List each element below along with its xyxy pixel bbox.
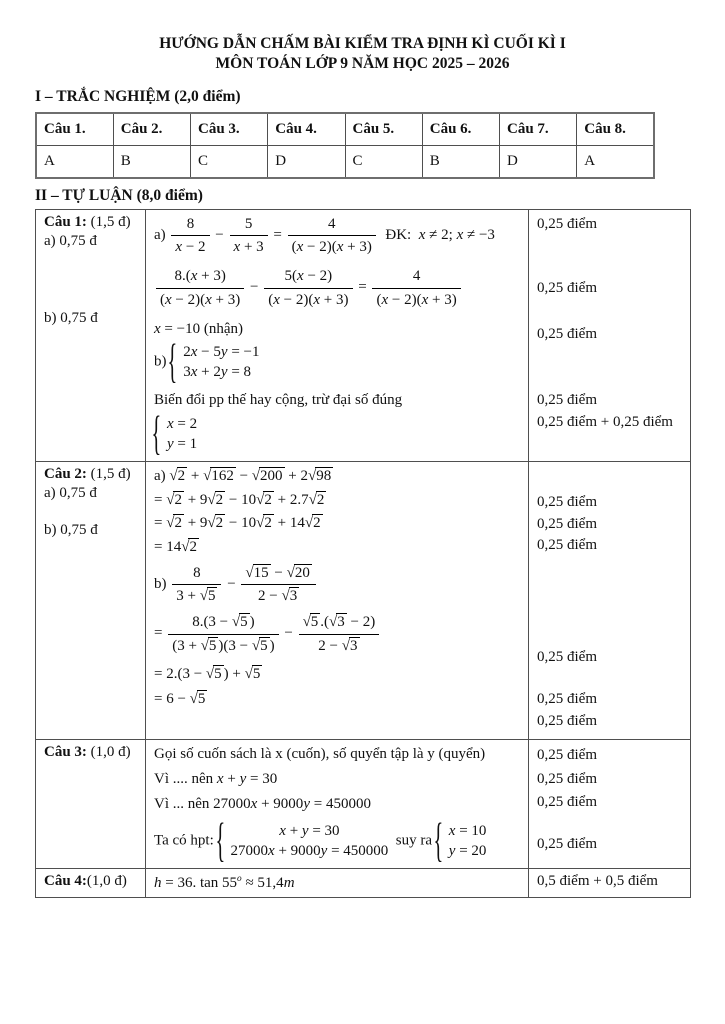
solution-line: Vì ... nên 27000x + 9000y = 450000 — [154, 796, 371, 813]
question-label-cell: Câu 2: (1,5 đ) a) 0,75 đ b) 0,75 đ — [36, 461, 146, 739]
page-title: HƯỚNG DẪN CHẤM BÀI KIỂM TRA ĐỊNH KÌ CUỐI KÌ I — [159, 35, 566, 52]
points-cell — [529, 461, 691, 739]
solution-line: = √2 + 9√2 − 10√2 + 14√2 — [154, 515, 321, 532]
score-label: 0,25 điểm — [537, 648, 597, 665]
table-row-cau1 — [36, 209, 691, 461]
question-label-cell: Câu 3: (1,0 đ) — [36, 739, 146, 868]
solution-line: b) { 2x − 5y = −1 3x + 2y = 8 — [154, 342, 520, 383]
score-label: 0,25 điểm — [537, 325, 597, 342]
solution-line: a) √2 + √162 − √200 + 2√98 — [154, 467, 332, 484]
solution-line: = 6 − √5 — [154, 691, 206, 708]
solutions-table — [35, 209, 691, 898]
answer-header-row — [36, 113, 654, 146]
solution-line: = 14√2 — [154, 538, 197, 555]
table-row-cau2 — [36, 461, 691, 739]
question-label-cell: Câu 4:(1,0 đ) — [36, 868, 146, 897]
solution-line: Biến đổi pp thế hay cộng, trừ đại số đúng — [154, 391, 403, 408]
sub-point-label: a) 0,75 đ — [44, 232, 97, 249]
answer-cell: A — [577, 145, 654, 178]
score-label: 0,25 điểm — [537, 690, 597, 707]
solution-line: Gọi số cuốn sách là x (cuốn), số quyển tập là y (quyển) — [154, 745, 486, 762]
answer-cell: C — [345, 145, 422, 178]
solution-line: h = 36. $\tan 55^o \approx 51,4m$ — [154, 873, 295, 891]
answer-cell: C — [191, 145, 268, 178]
solution-line: = 2.(3 − √5 ) + √5 — [154, 665, 261, 682]
score-label: 0,25 điểm — [537, 746, 597, 763]
answer-header-cell: Câu 7. — [500, 113, 577, 146]
solution-line: a) $\frac{8}{x - 2}$ − $\frac{5}{x + 3}$ = $\frac{4}{(x - 2)(x + 3)}$ ĐK: x ≠ 2; x ≠ −3 — [154, 215, 495, 256]
solution-line: $\frac{8.(x + 3)}{(x - 2)(x + 3)}$ − $\frac{5(x - 2)}{(x - 2)(x + 3)}$ = $\frac{4}{(x - 2)(x + 3)}$ — [154, 266, 520, 310]
solution-cell — [146, 209, 529, 461]
answer-value-row — [36, 145, 654, 178]
solution-cell — [146, 868, 529, 897]
sub-point-label: b) 0,75 đ — [44, 309, 98, 326]
score-label: 0,25 điểm — [537, 793, 597, 810]
score-label: 0,25 điểm — [537, 712, 597, 729]
score-label: 0,25 điểm — [537, 279, 597, 296]
answer-key-table — [35, 112, 655, 179]
answer-header-cell: Câu 4. — [268, 113, 345, 146]
solution-line: = √2 + 9√2 − 10√2 + 2.7√2 — [154, 492, 325, 509]
section-2-heading: II – TỰ LUẬN (8,0 điểm) — [35, 186, 203, 204]
answer-cell: B — [422, 145, 499, 178]
answer-cell: B — [113, 145, 190, 178]
solution-line: Ta có hpt: { x + y = 30 27000x + 9000y = 450000 suy ra { x = 10 y = 20 — [154, 821, 520, 862]
answer-header-cell: Câu 3. — [191, 113, 268, 146]
answer-cell: A — [36, 145, 113, 178]
table-row-cau4 — [36, 868, 691, 897]
sub-point-label: b) 0,75 đ — [44, 521, 98, 538]
solution-cell — [146, 461, 529, 739]
answer-header-cell: Câu 6. — [422, 113, 499, 146]
answer-cell: D — [268, 145, 345, 178]
answer-header-cell: Câu 2. — [113, 113, 190, 146]
solution-line: { x = 2 y = 1 — [154, 414, 520, 455]
solution-cell — [146, 739, 529, 868]
solution-line: = $\frac{8.(3 - √5 )}{(3 + √5 )(3 - √5 )}$ − $\frac{√5 .(√3 - 2)}{2 - √3}$ — [154, 612, 520, 656]
score-label: 0,25 điểm — [537, 215, 597, 232]
question-label: Câu 3: — [44, 743, 87, 760]
section-1-heading: I – TRẮC NGHIỆM (2,0 điểm) — [35, 87, 241, 105]
score-label: 0,25 điểm — [537, 515, 597, 532]
answer-header-cell: Câu 5. — [345, 113, 422, 146]
page-subtitle: MÔN TOÁN LỚP 9 NĂM HỌC 2025 – 2026 — [215, 55, 510, 73]
answer-header-cell: Câu 8. — [577, 113, 654, 146]
points-cell — [529, 209, 691, 461]
score-label: 0,5 điểm + 0,5 điểm — [537, 872, 658, 889]
answer-header-cell: Câu 1. — [36, 113, 113, 146]
points-cell — [529, 868, 691, 897]
table-row-cau3 — [36, 739, 691, 868]
points-cell — [529, 739, 691, 868]
question-label: Câu 4: — [44, 872, 87, 889]
solution-line: b) $\frac{8}{3 + √5}$ − $\frac{√15 - √20}{2 - √3}$ — [154, 563, 520, 607]
sub-point-label: a) 0,75 đ — [44, 484, 97, 501]
question-label: Câu 2: — [44, 465, 87, 482]
solution-line: x = −10 (nhận) — [154, 320, 243, 337]
question-label: Câu 1: — [44, 213, 87, 230]
score-label: 0,25 điểm — [537, 391, 597, 408]
score-label: 0,25 điểm + 0,25 điểm — [537, 413, 673, 430]
score-label: 0,25 điểm — [537, 493, 597, 510]
score-label: 0,25 điểm — [537, 770, 597, 787]
score-label: 0,25 điểm — [537, 536, 597, 553]
question-label-cell: Câu 1: (1,5 đ) a) 0,75 đ b) 0,75 đ — [36, 209, 146, 461]
score-label: 0,25 điểm — [537, 835, 597, 852]
answer-cell: D — [500, 145, 577, 178]
solution-line: Vì .... nên x + y = 30 — [154, 771, 278, 788]
